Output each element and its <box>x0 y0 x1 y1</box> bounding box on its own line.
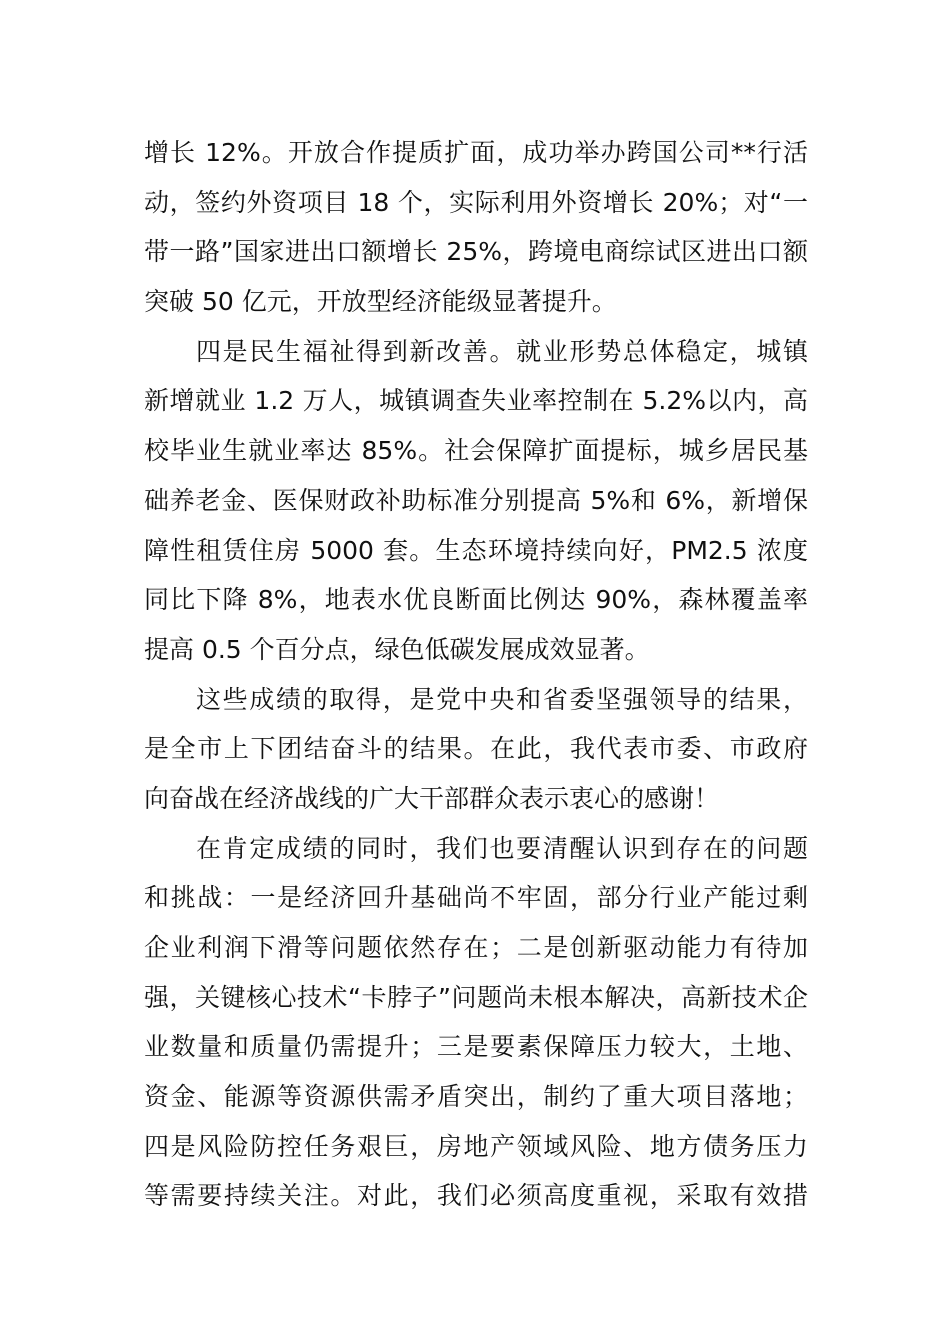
text-line: 企业利润下滑等问题依然存在；二是创新驱动能力有待加 <box>144 933 808 962</box>
text-line: 是全市上下团结奋斗的结果。在此，我代表市委、市政府 <box>144 734 808 764</box>
text-line: 资金、能源等资源供需矛盾突出，制约了重大项目落地； <box>144 1082 808 1112</box>
document-body <box>144 128 808 1221</box>
text-line: 等需要持续关注。对此，我们必须高度重视，采取有效措 <box>144 1181 808 1211</box>
text-line: 新增就业 1.2 万人，城镇调查失业率控制在 5.2%以内，高 <box>144 386 808 416</box>
text-line: 障性租赁住房 5000 套。生态环境持续向好，PM2.5 浓度 <box>144 535 808 565</box>
text-line: 突破 50 亿元，开放型经济能级显著提升。 <box>144 287 617 317</box>
text-line: 向奋战在经济战线的广大干部群众表示衷心的感谢！ <box>144 783 720 813</box>
paragraph-achievements <box>144 675 808 824</box>
text-line: 增长 12%。开放合作提质扩面，成功举办跨国公司**行活 <box>144 138 808 167</box>
text-line: 和挑战：一是经济回升基础尚不牢固，部分行业产能过剩 <box>144 883 808 913</box>
text-line: 在肯定成绩的同时，我们也要清醒认识到存在的问题 <box>196 833 808 863</box>
text-line: 带一路”国家进出口额增长 25%，跨境电商综试区进出口额 <box>144 237 808 267</box>
text-line: 础养老金、医保财政补助标准分别提高 5%和 6%，新增保 <box>144 485 808 515</box>
text-line: 校毕业生就业率达 85%。社会保障扩面提标，城乡居民基 <box>144 436 808 466</box>
paragraph-challenges <box>144 824 808 1222</box>
text-line: 业数量和质量仍需提升；三是要素保障压力较大，土地、 <box>144 1032 808 1062</box>
text-line: 四是风险防控任务艰巨，房地产领域风险、地方债务压力 <box>144 1131 808 1161</box>
text-line: 同比下降 8%，地表水优良断面比例达 90%，森林覆盖率 <box>144 585 808 615</box>
text-line: 四是民生福祉得到新改善。就业形势总体稳定，城镇 <box>196 336 808 366</box>
paragraph-livelihood <box>144 327 808 675</box>
text-line: 这些成绩的取得，是党中央和省委坚强领导的结果， <box>196 684 808 714</box>
paragraph-open-economy <box>144 128 808 327</box>
text-line: 动，签约外资项目 18 个，实际利用外资增长 20%；对“一 <box>144 187 808 217</box>
text-line: 提高 0.5 个百分点，绿色低碳发展成效显著。 <box>144 634 650 664</box>
text-line: 强，关键核心技术“卡脖子”问题尚未根本解决，高新技术企 <box>144 982 808 1012</box>
